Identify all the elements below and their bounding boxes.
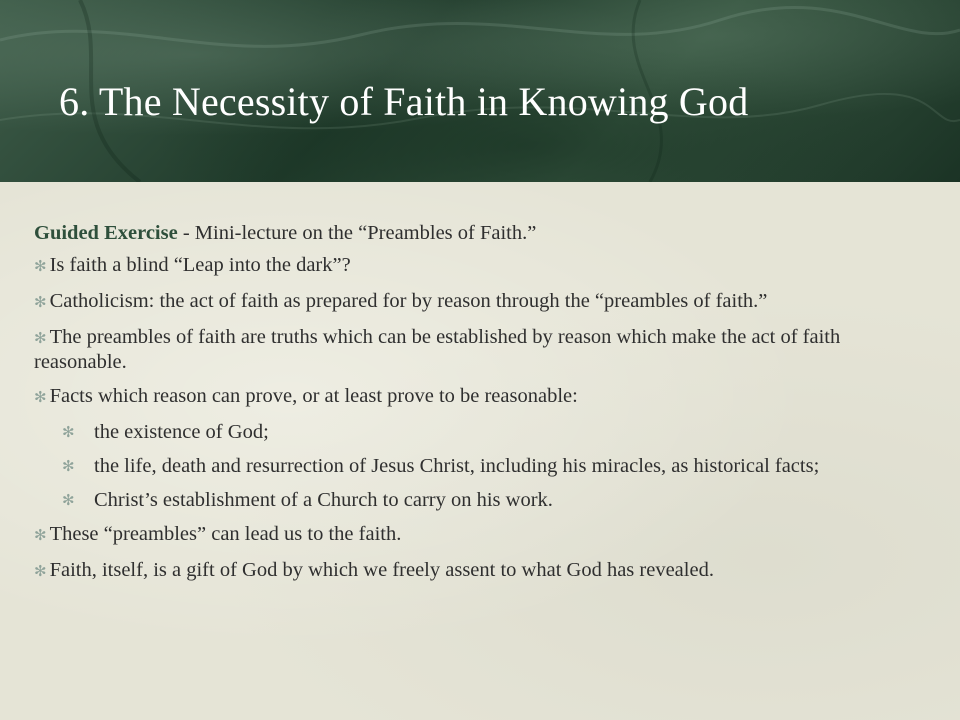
title-banner [0, 0, 960, 182]
bullet-text: Catholicism: the act of faith as prepared for by reason through the “preambles of faith.” [49, 290, 768, 312]
slide-body [34, 222, 914, 595]
bullet-text: the existence of God; [94, 421, 269, 443]
bullet-icon: ✻ [62, 493, 75, 509]
bullet-text: the life, death and resurrection of Jesus Christ, including his miracles, as historical facts; [94, 455, 820, 477]
sub-bullet-item [34, 489, 914, 512]
bullet-item [34, 290, 914, 315]
bullet-text: These “preambles” can lead us to the faith. [49, 523, 402, 545]
bullet-icon: ✻ [34, 390, 47, 406]
intro-line [34, 222, 914, 245]
bullet-item [34, 385, 914, 410]
bullet-icon: ✻ [34, 528, 47, 544]
intro-bold: Guided Exercise [34, 222, 178, 244]
bullet-icon: ✻ [34, 331, 47, 347]
bullet-text: Christ’s establishment of a Church to carry on his work. [94, 489, 553, 511]
sub-bullet-item [34, 455, 914, 478]
bullet-text: Facts which reason can prove, or at least prove to be reasonable: [49, 385, 578, 407]
bullet-icon: ✻ [34, 564, 47, 580]
bullet-icon: ✻ [62, 425, 75, 441]
bullet-icon: ✻ [34, 295, 47, 311]
bullet-text: Faith, itself, is a gift of God by which we freely assent to what God has revealed. [49, 559, 714, 581]
bullet-icon: ✻ [62, 459, 75, 475]
bullet-item [34, 326, 914, 374]
bullet-icon: ✻ [34, 259, 47, 275]
sub-bullet-item [34, 421, 914, 444]
bullet-item [34, 523, 914, 548]
intro-text: - Mini-lecture on the “Preambles of Faith.” [177, 222, 537, 244]
bullet-item [34, 254, 914, 279]
bullet-text: Is faith a blind “Leap into the dark”? [49, 254, 351, 276]
bullet-text: The preambles of faith are truths which can be established by reason which make the act of faith reasonable. [34, 326, 841, 373]
bullet-item [34, 559, 914, 584]
slide-title: 6. The Necessity of Faith in Knowing God [59, 79, 749, 124]
